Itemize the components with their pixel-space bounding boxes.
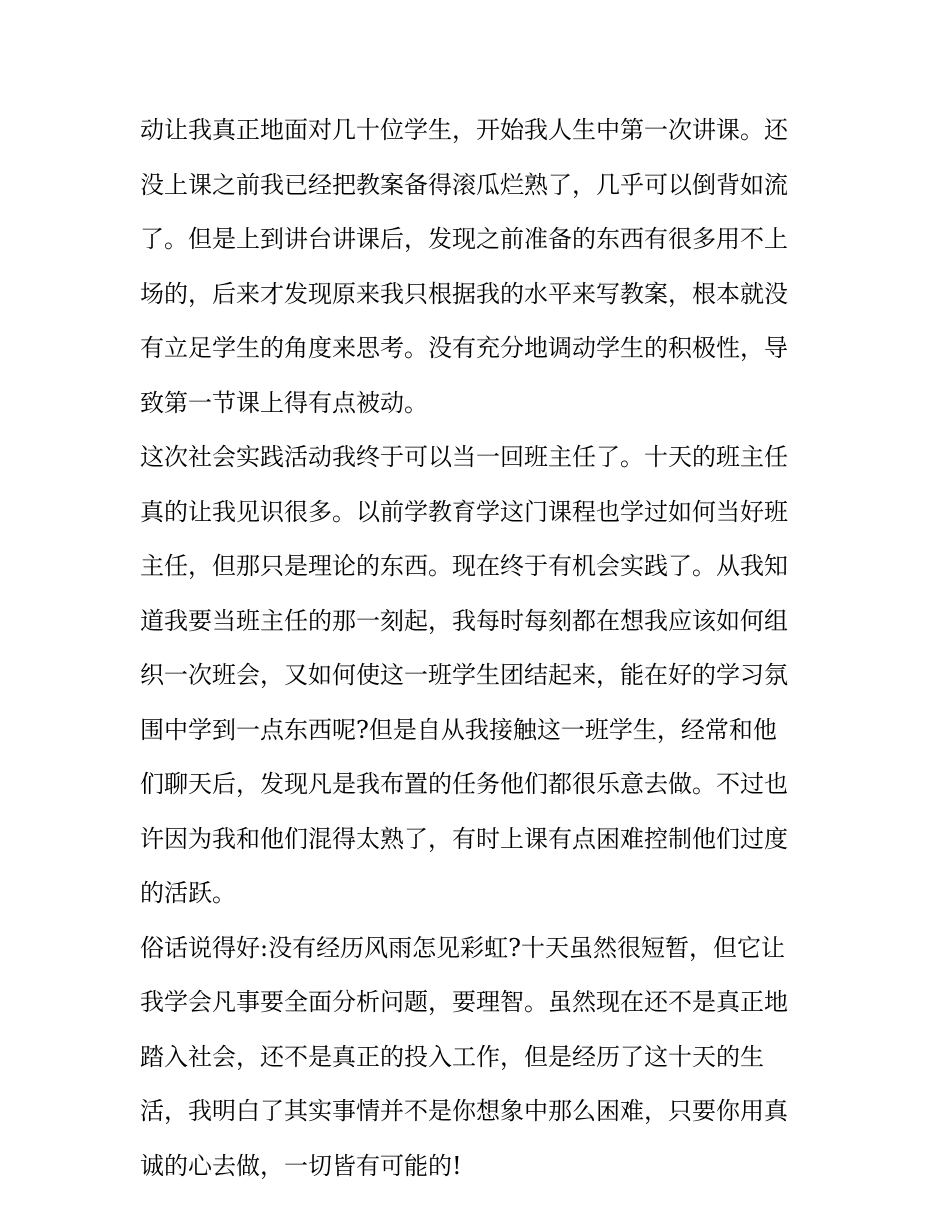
text-line-5: 有立足学生的角度来思考。没有充分地调动学生的积极性，导: [140, 334, 788, 362]
text-line-8: 真的让我见识很多。以前学教育学这门课程也学过如何当好班: [140, 497, 788, 526]
document-body: [140, 110, 814, 1186]
text-line-19: 活，我明白了其实事情并不是你想象中那么困难，只要你用真: [140, 1097, 788, 1125]
text-line-14: 许因为我和他们混得太熟了，有时上课有点困难控制他们过度: [140, 824, 788, 853]
text-line-11: 织一次班会，又如何使这一班学生团结起来，能在好的学习氛: [140, 661, 788, 689]
text-line-15: 的活跃。: [140, 879, 236, 907]
text-line-3: 了。但是上到讲台讲课后，发现之前准备的东西有很多用不上: [140, 225, 788, 253]
text-line-9: 主任，但那只是理论的东西。现在终于有机会实践了。从我知: [140, 552, 788, 580]
text-line-18: 踏入社会，还不是真正的投入工作，但是经历了这十天的生: [140, 1042, 764, 1071]
text-line-1: 动让我真正地面对几十位学生，开始我人生中第一次讲课。还: [140, 116, 788, 144]
text-line-13: 们聊天后，发现凡是我布置的任务他们都很乐意去做。不过也: [140, 770, 788, 798]
text-line-4: 场的，后来才发现原来我只根据我的水平来写教案，根本就没: [140, 279, 788, 308]
text-line-12: 围中学到一点东西呢?但是自从我接触这一班学生，经常和他: [140, 715, 777, 744]
text-line-7: 这次社会实践活动我终于可以当一回班主任了。十天的班主任: [140, 443, 788, 471]
text-line-6: 致第一节课上得有点被动。: [140, 388, 428, 417]
text-line-20: 诚的心去做，一切皆有可能的!: [140, 1151, 462, 1180]
text-line-2: 没上课之前我已经把教案备得滚瓜烂熟了，几乎可以倒背如流: [140, 170, 788, 199]
text-line-17: 我学会凡事要全面分析问题，要理智。虽然现在还不是真正地: [140, 988, 788, 1016]
text-line-16: 俗话说得好:没有经历风雨怎见彩虹?十天虽然很短暂，但它让: [140, 933, 785, 962]
text-line-10: 道我要当班主任的那一刻起，我每时每刻都在想我应该如何组: [140, 606, 788, 635]
